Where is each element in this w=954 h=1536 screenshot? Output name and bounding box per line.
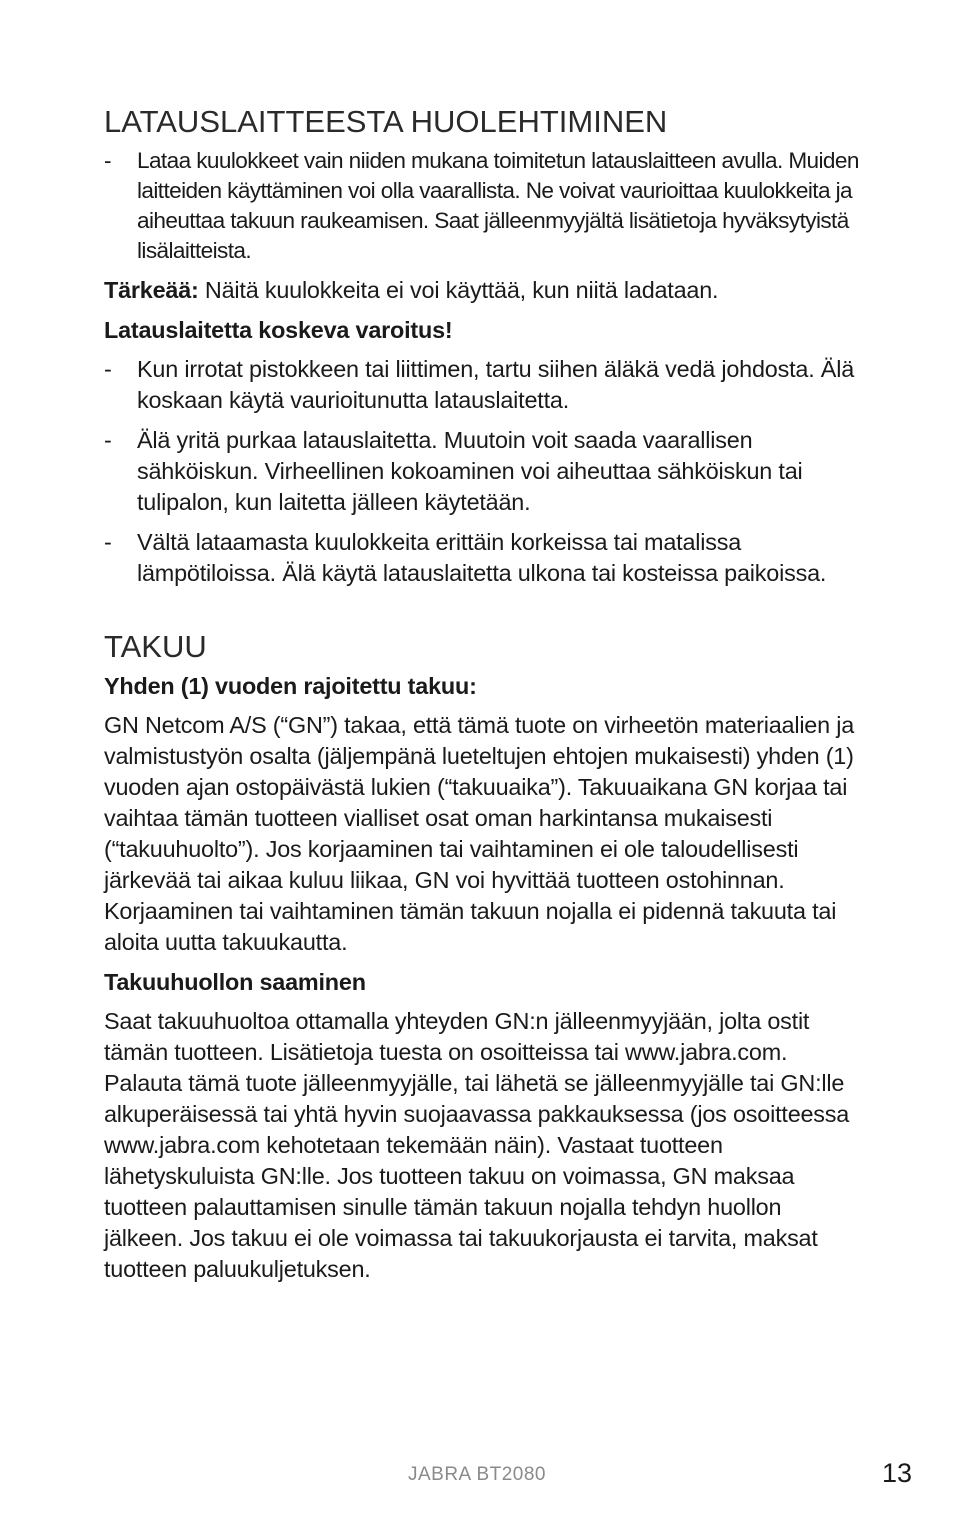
limited-warranty-heading: Yhden (1) vuoden rajoitettu takuu:	[104, 673, 477, 699]
list-item	[104, 354, 864, 416]
limited-warranty-text: GN Netcom A/S (“GN”) takaa, että tämä tuote on virheetön materiaalien ja valmistustyön osalta (jäljempänä lueteltujen ehtojen mukaisesti) yhden (1) vuoden ajan ostopäivästä lukien (“takuuaika”). Takuuaikana GN korjaa tai vaihtaa tämän tuotteen vialliset osat oman harkintansa mukaisesti (“takuuhuolto”). Jos korjaaminen tai vaihtaminen ei ole taloudellisesti järkevää tai aikaa kuluu liikaa, GN voi hyvittää tuotteen ostohinnan. Korjaaminen tai vaihtaminen tämän takuun nojalla ei pidennä takuuta tai aloita uutta takuukautta.	[104, 712, 855, 955]
bullet-dash: -	[104, 356, 112, 382]
charger-warning-heading: Latauslaitetta koskeva varoitus!	[104, 317, 453, 343]
page-number: 13	[881, 1458, 912, 1488]
important-text: Näitä kuulokkeita ei voi käyttää, kun niitä ladataan.	[198, 277, 719, 303]
bullet-dash: -	[104, 427, 112, 453]
footer-brand: JABRA BT2080	[407, 1464, 547, 1485]
warranty-service-text: Saat takuuhuoltoa ottamalla yhteyden GN:n jälleenmyyjään, jolta ostit tämän tuotteen. Lisätietoja tuesta on osoitteissa tai www.jabra.com. Palauta tämä tuote jälleenmyyjälle, tai lähetä se jälleenmyyjälle tai GN:lle alkuperäisessä tai yhtä hyvin suojaavassa pakkauksessa (jos osoitteessa www.jabra.com kehotetaan tekemään näin). Vastaat tuotteen lähetyskuluista GN:lle. Jos tuotteen takuu on voimassa, GN maksaa tuotteen palauttamisen sinulle tämän takuun nojalla tehdyn huollon jälkeen. Jos takuu ei ole voimassa tai takuukorjausta ei tarvita, maksat tuotteen paluukuljetuksen.	[104, 1008, 850, 1282]
list-item-text: Lataa kuulokkeet vain niiden mukana toimitetun latauslaitteen avulla. Muiden laitteiden käyttäminen voi olla vaarallista. Ne voivat vaurioittaa kuulokkeita ja aiheuttaa takuun raukeamisen. Saat jälleenmyyjältä lisätietoja hyväksytyistä lisälaitteista.	[137, 148, 859, 263]
charger-care-list	[104, 146, 864, 266]
bullet-dash: -	[104, 529, 112, 555]
page-content	[104, 102, 864, 1294]
list-item	[104, 527, 864, 589]
list-item	[104, 146, 864, 266]
charger-care-heading: LATAUSLAITTEESTA HUOLEHTIMINEN	[104, 104, 668, 139]
important-label: Tärkeää:	[104, 277, 199, 303]
list-item-text: Vältä lataamasta kuulokkeita erittäin korkeissa tai matalissa lämpötiloissa. Älä käytä latauslaitetta ulkona tai kosteissa paikoissa.	[137, 529, 827, 586]
list-item-text: Älä yritä purkaa latauslaitetta. Muutoin voit saada vaarallisen sähköiskun. Virheellinen kokoaminen voi aiheuttaa sähköiskun tai tulipalon, kun laitetta jälleen käytetään.	[137, 427, 803, 515]
bullet-dash: -	[104, 148, 111, 173]
list-item-text: Kun irrotat pistokkeen tai liittimen, tartu siihen äläkä vedä johdosta. Älä koskaan käytä vaurioitunutta latauslaitetta.	[137, 356, 855, 413]
warranty-service-heading: Takuuhuollon saaminen	[104, 969, 366, 995]
charger-warning-list	[104, 354, 864, 589]
warranty-heading: TAKUU	[104, 629, 207, 664]
list-item	[104, 425, 864, 518]
important-note	[104, 275, 864, 306]
